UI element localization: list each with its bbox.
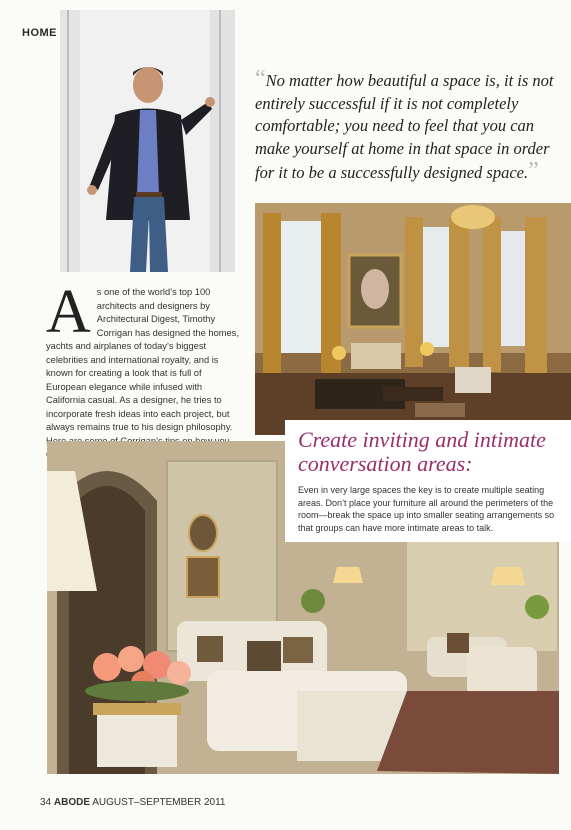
salon-photo [255, 203, 571, 435]
publication-name: ABODE [53, 797, 91, 808]
open-quote-mark: “ [255, 66, 266, 92]
issue-date: AUGUST–SEPTEMBER 2011 [92, 797, 226, 808]
close-quote-mark: ” [528, 158, 539, 184]
tip-body: Even in very large spaces the key is to create multiple seating areas. Don’t place your furniture all around the perimeters of the room—break the space up into smaller seating arrangements so that groups can have more intimate areas to talk. [298, 485, 555, 533]
page-footer [40, 797, 225, 808]
salon-illustration [255, 203, 571, 435]
pull-quote [255, 68, 560, 185]
intro-text: s one of the world’s top 100 architects and designers by Architectural Digest, Timothy Corrigan has designed the homes, yachts and airplanes of today’s biggest celebrities and international royalty, and is known for creating a look that is full of European elegance while infused with California casual. As a designer, he tries to incorporate fresh ideas into each project, but always remains true to his design philosophy. [46, 287, 239, 432]
intro-paragraph [46, 278, 242, 462]
page-number: 34 [40, 797, 52, 808]
intro-drop-cap: A [46, 278, 91, 346]
designer-portrait-photo [60, 10, 235, 272]
section-label-home: HOME [22, 27, 57, 39]
designer-portrait-illustration [60, 10, 235, 272]
pull-quote-text: No matter how beautiful a space is, it is not entirely successful if it is not completely comfortable; you need to feel that you can make yourself at home in that space in order for it to be a successfully designed space. [255, 71, 554, 182]
tip-heading: Create inviting and intimate conversation areas: [298, 427, 546, 476]
